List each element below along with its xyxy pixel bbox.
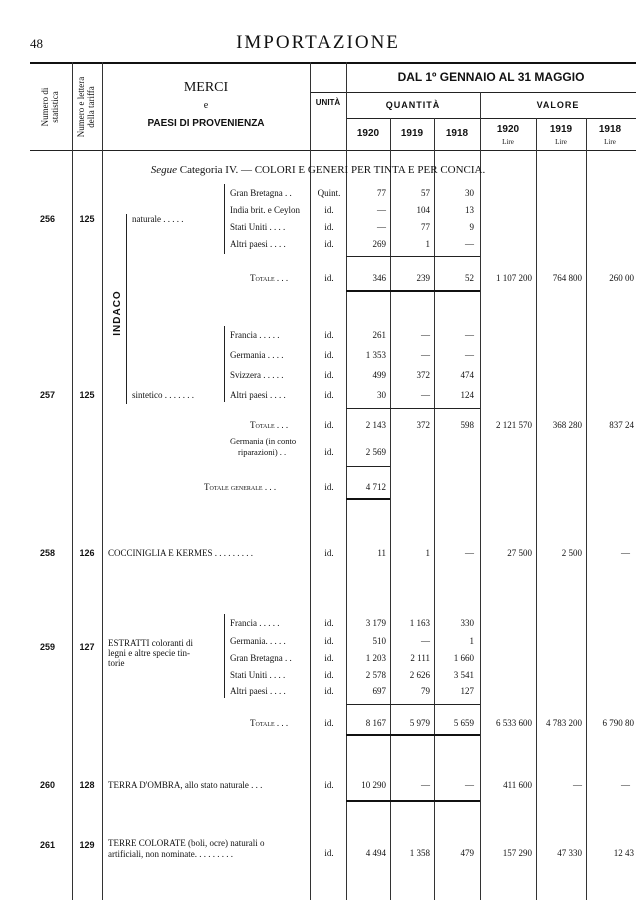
qty-1918: 3 541 [453, 670, 474, 680]
item-label: legni e altre specie tin- [108, 648, 190, 658]
qty-1919: 372 [416, 370, 430, 380]
val-1920: 411 600 [503, 780, 532, 790]
unit: id. [324, 548, 334, 558]
tariff-number: 129 [79, 840, 95, 850]
qty-1920: 261 [372, 330, 386, 340]
total-rule [346, 290, 480, 292]
qty-1920: 697 [372, 686, 386, 696]
qty-1919: 239 [416, 273, 430, 283]
total-label: Totale . . . [250, 273, 289, 283]
unit: id. [324, 670, 334, 680]
qty-1918: 52 [465, 273, 474, 283]
unit: id. [324, 848, 334, 858]
qty-1919: 57 [421, 188, 430, 198]
header-year: 1918 [445, 128, 469, 139]
qty-1918: 598 [460, 420, 474, 430]
indaco-brace [126, 214, 127, 404]
qty-1920: 2 143 [365, 420, 386, 430]
val-1920: 6 533 600 [496, 718, 532, 728]
qty-1920: 1 203 [365, 653, 386, 663]
header-year: 1919 [400, 128, 424, 139]
qty-1920: 30 [377, 390, 386, 400]
country: Francia . . . . . [230, 618, 280, 628]
brace-259 [224, 614, 225, 698]
qty-1918: — [465, 780, 474, 790]
section-prefix: Segue [150, 164, 178, 176]
qty-1920: 4 494 [365, 848, 386, 858]
qty-1918: 5 659 [453, 718, 474, 728]
country: Germania (in conto [230, 436, 297, 446]
val-1920: 27 500 [507, 548, 532, 558]
qty-1918: 13 [465, 205, 474, 215]
qty-1919: 1 358 [409, 848, 430, 858]
qty-1919: 79 [421, 686, 430, 696]
qty-1919: 77 [421, 222, 430, 232]
page-number: 48 [30, 36, 43, 51]
qty-1920: 77 [377, 188, 386, 198]
val-1919: 47 330 [557, 848, 582, 858]
item-label: torie [108, 658, 125, 668]
total-rule [346, 498, 390, 500]
stat-number: 257 [40, 390, 56, 400]
stat-number: 260 [40, 780, 56, 790]
qty-1919: 5 979 [409, 718, 430, 728]
col-divider [480, 92, 481, 900]
unit: id. [324, 239, 334, 249]
header-top-rule [30, 62, 636, 64]
qty-1918: 1 [469, 636, 474, 646]
unit: id. [324, 636, 334, 646]
col-divider [102, 62, 103, 900]
qty-1918: — [465, 239, 474, 249]
page-title: IMPORTAZIONE [236, 32, 400, 53]
header-e: e [203, 100, 209, 111]
tariff-number: 128 [79, 780, 95, 790]
unit: id. [324, 618, 334, 628]
qty-1920: 8 167 [365, 718, 386, 728]
header-numero: Numero di statistica [40, 87, 60, 127]
qty-1920: 4 712 [365, 482, 386, 492]
stat-number: 256 [40, 214, 56, 224]
stat-number: 259 [40, 642, 56, 652]
country: Svizzera . . . . . [230, 370, 284, 380]
item-label: artificiali, non nominate. . . . . . . . . [108, 849, 233, 859]
subtotal-rule [346, 408, 480, 409]
val-1919: 2 500 [561, 548, 582, 558]
header-merci: MERCI [183, 80, 229, 95]
header-unita: UNITÀ [315, 98, 341, 107]
country: Altri paesi . . . . [230, 390, 286, 400]
brace-257 [224, 326, 225, 402]
unit: id. [324, 222, 334, 232]
qty-1918: — [465, 548, 474, 558]
unit: id. [324, 350, 334, 360]
subtotal-rule [346, 256, 480, 257]
header-valore: VALORE [536, 100, 580, 110]
header-val-year: 1920 [496, 124, 520, 135]
qty-1919: 1 163 [409, 618, 430, 628]
unit: Quint. [317, 188, 341, 198]
qty-1918: 330 [460, 618, 474, 628]
country: Gran Bretagna . . [230, 653, 292, 663]
country: Francia . . . . . [230, 330, 280, 340]
item-label: sintetico . . . . . . . [132, 390, 194, 400]
tariff-number: 127 [79, 642, 95, 652]
country: Stati Uniti . . . . [230, 222, 286, 232]
header-lire: Lire [555, 138, 567, 146]
col-divider [72, 62, 73, 900]
val-1920: 157 290 [502, 848, 532, 858]
header-bottom-rule [30, 150, 636, 151]
val-1918: 6 790 80 [602, 718, 634, 728]
header-lire: Lire [604, 138, 616, 146]
stat-number: 258 [40, 548, 56, 558]
unit: id. [324, 482, 334, 492]
qty-1918: 479 [460, 848, 474, 858]
item-label: TERRA D'OMBRA, allo stato naturale . . . [108, 780, 263, 790]
country: Altri paesi . . . . [230, 686, 286, 696]
country: Stati Uniti . . . . [230, 670, 286, 680]
item-label: TERRE COLORATE (boli, ocre) naturali o [108, 838, 265, 848]
header-year: 1920 [356, 128, 380, 139]
qty-1920: — [377, 222, 386, 232]
col-divider [310, 62, 311, 900]
unit: id. [324, 780, 334, 790]
header-val-year: 1919 [549, 124, 573, 135]
qty-1919: 1 [425, 548, 430, 558]
qty-1920: 11 [377, 548, 386, 558]
total-label: Totale . . . [250, 718, 289, 728]
brace-256 [224, 184, 225, 254]
header-period: DAL 1º GENNAIO AL 31 MAGGIO [397, 70, 585, 84]
header-lettera: Numero e lettera della tariffa [76, 76, 96, 138]
val-1919: 4 783 200 [546, 718, 582, 728]
unit: id. [324, 420, 334, 430]
total-rule [346, 734, 480, 736]
qty-1918: 9 [469, 222, 474, 232]
qty-1920: 3 179 [365, 618, 386, 628]
tariff-number: 125 [79, 390, 95, 400]
qty-1918: 30 [465, 188, 474, 198]
val-1919: 764 800 [552, 273, 582, 283]
qty-1920: 269 [372, 239, 386, 249]
unit: id. [324, 273, 334, 283]
unit: id. [324, 447, 334, 457]
country: Gran Bretagna . . [230, 188, 292, 198]
country: India brit. e Ceylon [230, 205, 300, 215]
qty-1919: 1 [425, 239, 430, 249]
val-1919: 368 280 [552, 420, 582, 430]
header-period-rule [310, 92, 636, 93]
item-label: ESTRATTI coloranti di [108, 638, 193, 648]
grand-total-label: Totale generale . . . [204, 482, 277, 492]
qty-1919: — [421, 350, 430, 360]
val-1918: 260 00 [609, 273, 634, 283]
unit: id. [324, 330, 334, 340]
country: riparazioni) . . [238, 447, 287, 457]
val-1918: 837 24 [609, 420, 634, 430]
item-label: naturale . . . . . [132, 214, 184, 224]
unit: id. [324, 653, 334, 663]
qty-1920: 2 569 [365, 447, 386, 457]
total-rule [346, 800, 480, 802]
val-1920: 2 121 570 [496, 420, 532, 430]
qty-1919: 372 [416, 420, 430, 430]
indaco-label: INDACO [112, 290, 123, 336]
qty-1919: 2 626 [409, 670, 430, 680]
country: Germania . . . . [230, 350, 284, 360]
country: Germania. . . . . [230, 636, 286, 646]
val-1918: 12 43 [613, 848, 634, 858]
val-1918: — [621, 780, 630, 790]
section-heading [0, 164, 636, 176]
qty-1919: 2 111 [410, 653, 430, 663]
header-paesi: PAESI DI PROVENIENZA [147, 118, 265, 129]
val-1920: 1 107 200 [496, 273, 532, 283]
qty-1920: 10 290 [361, 780, 386, 790]
qty-1918: — [465, 330, 474, 340]
qty-1918: — [465, 350, 474, 360]
qty-1920: 346 [372, 273, 386, 283]
qty-1920: 1 353 [365, 350, 386, 360]
unit: id. [324, 390, 334, 400]
tariff-number: 126 [79, 548, 95, 558]
val-1919: — [573, 780, 582, 790]
qty-1920: 2 578 [365, 670, 386, 680]
header-lire: Lire [502, 138, 514, 146]
unit: id. [324, 718, 334, 728]
unit: id. [324, 686, 334, 696]
qty-1920: — [377, 205, 386, 215]
qty-1918: 474 [460, 370, 474, 380]
header-val-year: 1918 [598, 124, 622, 135]
val-1918: — [621, 548, 630, 558]
qty-1919: — [421, 636, 430, 646]
qty-1919: — [421, 780, 430, 790]
stat-number: 261 [40, 840, 56, 850]
qty-1918: 1 660 [453, 653, 474, 663]
qty-1918: 127 [460, 686, 474, 696]
header-quantita: QUANTITÀ [385, 100, 441, 110]
total-label: Totale . . . [250, 420, 289, 430]
qty-1920: 510 [372, 636, 386, 646]
qty-1919: 104 [416, 205, 430, 215]
qty-1920: 499 [372, 370, 386, 380]
subtotal-rule [346, 466, 390, 467]
tariff-number: 125 [79, 214, 95, 224]
section-text: Categoria IV. — COLORI E GENERI PER TINTA E PER CONCIA. [179, 164, 486, 176]
country: Altri paesi . . . . [230, 239, 286, 249]
qty-1919: — [421, 390, 430, 400]
unit: id. [324, 370, 334, 380]
item-label: COCCINIGLIA E KERMES . . . . . . . . . [108, 548, 254, 558]
unit: id. [324, 205, 334, 215]
subtotal-rule [346, 704, 480, 705]
qty-1918: 124 [460, 390, 474, 400]
qty-1919: — [421, 330, 430, 340]
